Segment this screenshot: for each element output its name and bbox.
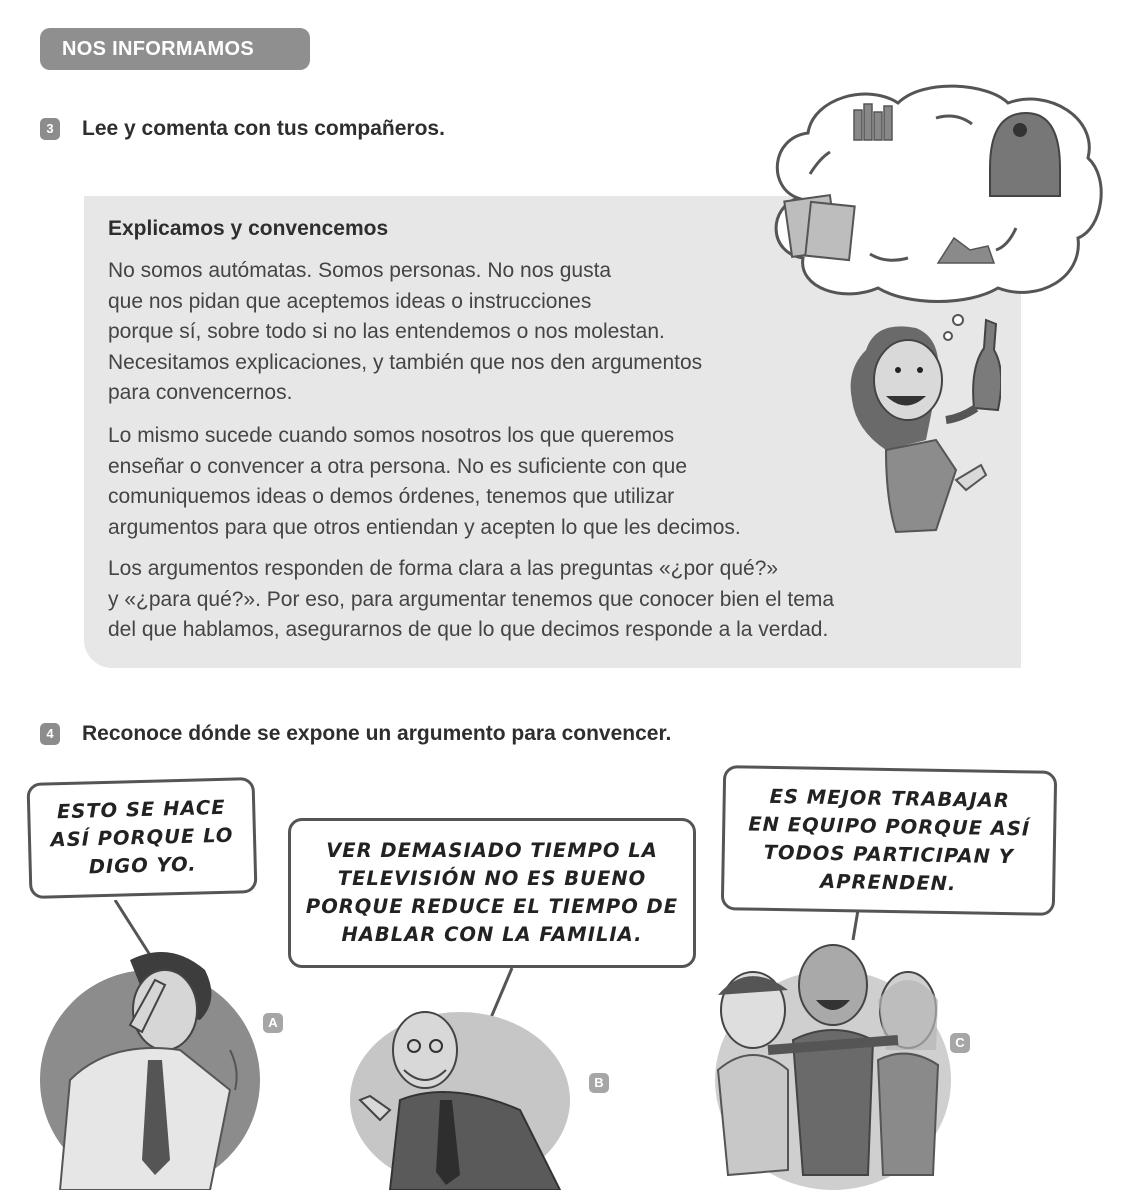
bubble-line: APRENDEN. (819, 869, 957, 895)
bubble-line: TELEVISIÓN NO ES BUENO (337, 867, 647, 890)
activity-number-badge: 3 (40, 118, 60, 140)
scene-a-illustration (30, 900, 260, 1190)
bubble-line: ESTO SE HACE (56, 795, 226, 824)
text-line: y «¿para qué?». Por eso, para argumentar tenemos que conocer bien el tema (108, 587, 835, 611)
text-line: enseñar o convencer a otra persona. No es suficiente con que (108, 454, 688, 478)
text-line: para convencernos. (108, 381, 293, 404)
text-line: Los argumentos responden de forma clara a las preguntas «¿por qué?» (108, 557, 779, 580)
text-line: No somos autómatas. Somos personas. No nos gusta (108, 259, 612, 282)
box-title: Explicamos y convencemos (108, 217, 389, 240)
bottle (973, 320, 1001, 410)
label-c: C (950, 1033, 970, 1053)
text-line: argumentos para que otros entiendan y acepten lo que les decimos. (108, 515, 741, 539)
speech-bubble-b (288, 818, 696, 968)
text-line: del que hablamos, asegurarnos de que lo que decimos responde a la verdad. (108, 618, 829, 641)
text-line: comuniquemos ideas o demos órdenes, tenemos que utilizar (108, 485, 675, 508)
bubble-line: TODOS PARTICIPAN Y (763, 840, 1015, 868)
girl-with-bottle-illustration (846, 300, 1001, 564)
section-tag: NOS INFORMAMOS (40, 28, 310, 70)
paragraph-2 (108, 421, 741, 543)
text-line: Lo mismo sucede cuando somos nosotros los que queremos (108, 424, 675, 447)
label-b: B (589, 1073, 609, 1093)
label-a: A (263, 1013, 283, 1033)
activity-instruction: Lee y comenta con tus compañeros. (82, 117, 445, 140)
body (886, 440, 956, 532)
kid-left-body (718, 1055, 788, 1175)
paragraph-1 (108, 256, 702, 409)
speech-bubble-c (721, 765, 1057, 916)
recycling-thought-illustration (758, 78, 1110, 306)
scene-c-illustration (708, 900, 958, 1190)
bubble-line: ES MEJOR TRABAJAR (769, 784, 1011, 812)
activity-3 (40, 117, 445, 141)
bubble-line: HABLAR CON LA FAMILIA. (341, 923, 643, 946)
bubble-line: ASÍ PORQUE LO (50, 823, 234, 852)
text-line: Necesitamos explicaciones, y también que nos den argumentos (108, 350, 703, 374)
activity-4 (40, 722, 671, 746)
scene-b-illustration (340, 960, 580, 1190)
bubble-line: VER DEMASIADO TIEMPO LA (326, 839, 658, 862)
glass-panes-icon (784, 195, 854, 260)
activity-instruction: Reconoce dónde se expone un argumento para convencer. (82, 722, 672, 745)
paragraph-3 (108, 554, 834, 646)
bubble-line: EN EQUIPO PORQUE ASÍ (748, 812, 1031, 840)
text-line: porque sí, sobre todo si no las entendemos o nos molestan. (108, 320, 665, 343)
bubble-line: PORQUE REDUCE EL TIEMPO DE (305, 895, 679, 918)
kid-right-body (878, 1054, 938, 1175)
head (393, 1012, 457, 1088)
face (874, 340, 942, 420)
activity-number-badge: 4 (40, 723, 60, 745)
speech-bubble-a (27, 777, 258, 899)
text-line: que nos pidan que aceptemos ideas o instrucciones (108, 289, 592, 313)
kid-center-head (799, 945, 867, 1025)
bubble-line: DIGO YO. (88, 852, 197, 879)
